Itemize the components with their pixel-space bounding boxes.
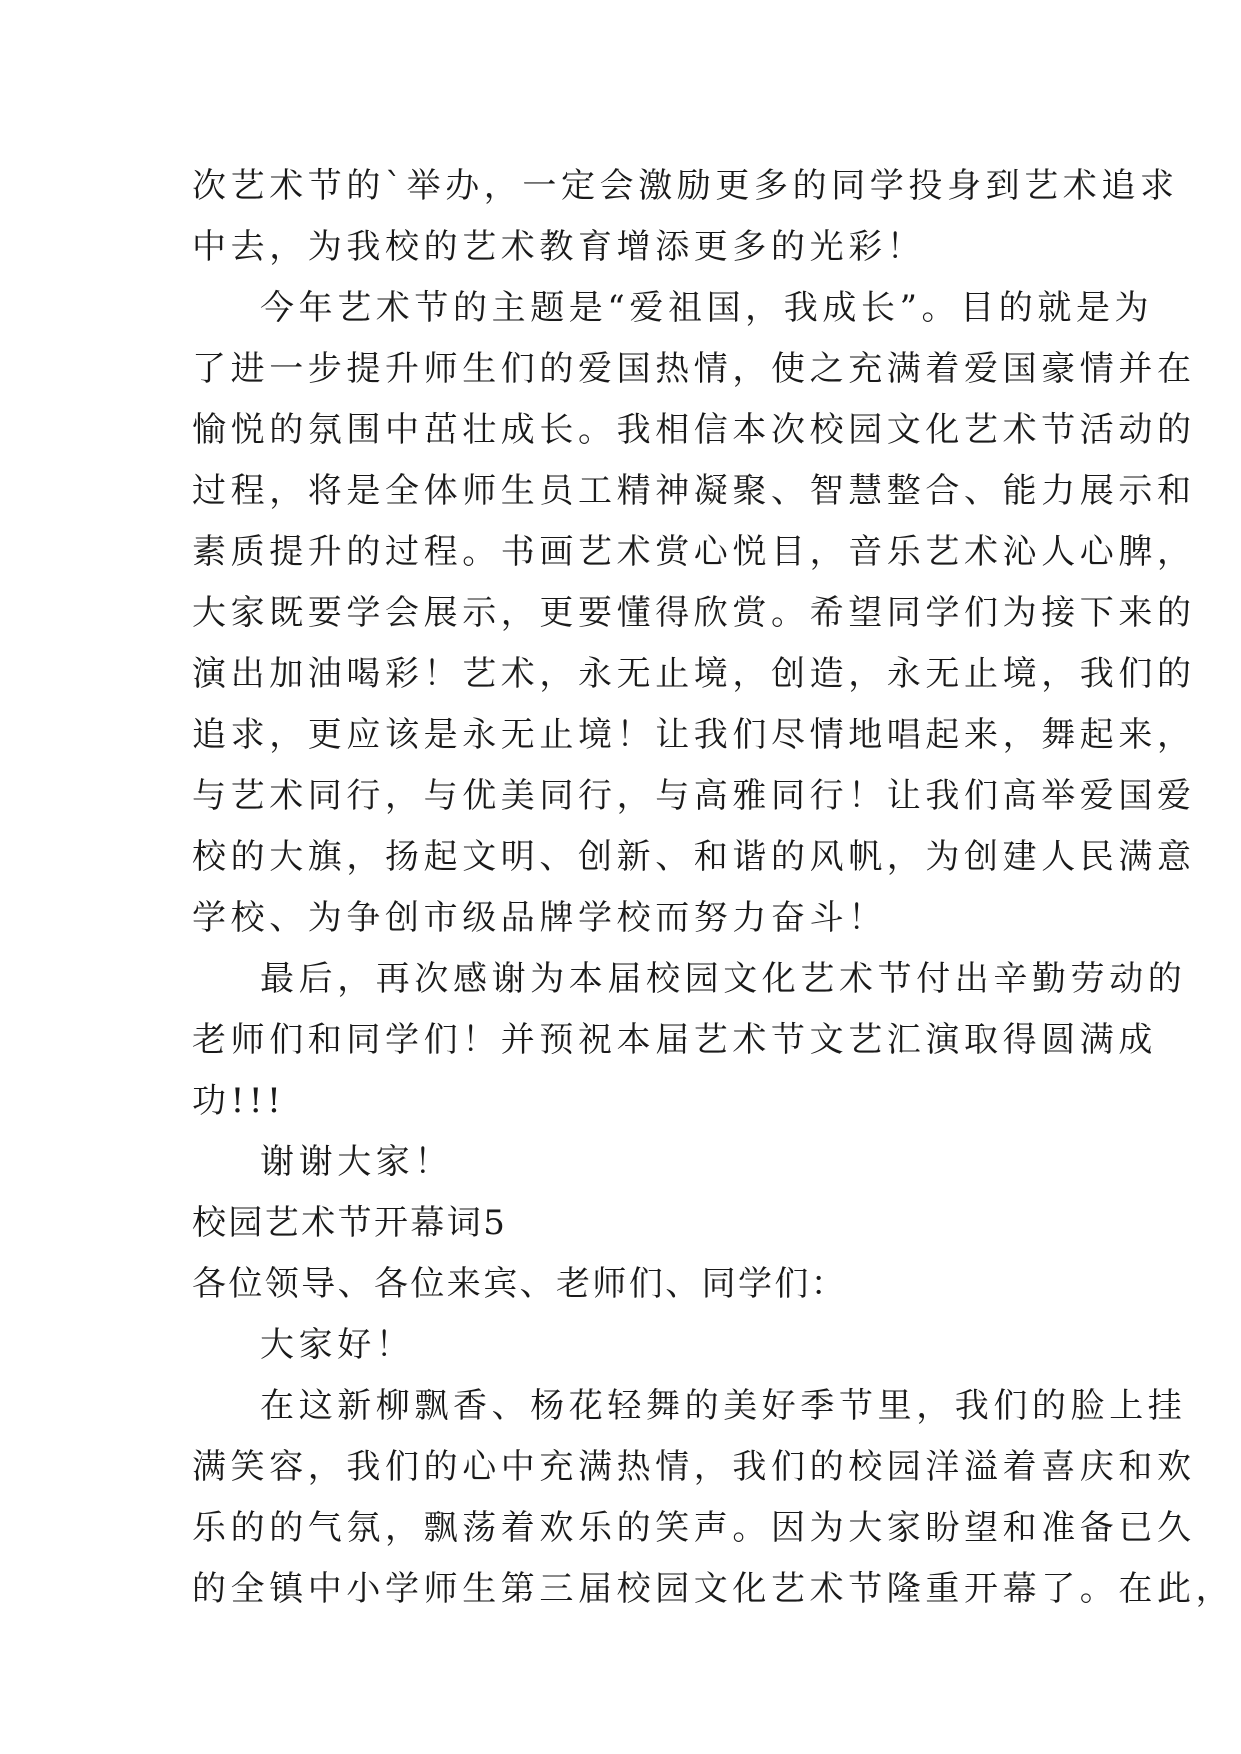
body-line-5: 愉悦的氛围中茁壮成长。我相信本次校园文化艺术节活动的 — [192, 410, 1196, 450]
paragraph-theme-line-1: 今年艺术节的主题是“爱祖国，我成长”。目的就是为 — [260, 288, 1154, 328]
paragraph-season-line-1: 在这新柳飘香、杨花轻舞的美好季节里，我们的脸上挂 — [260, 1386, 1187, 1426]
body-line-4: 了进一步提升师生们的爱国热情，使之充满着爱国豪情并在 — [192, 349, 1196, 389]
document-page — [192, 156, 1235, 1620]
closing-line: 谢谢大家！ — [260, 1142, 453, 1182]
body-line-1: 次艺术节的`举办，一定会激励更多的同学投身到艺术追求 — [192, 166, 1179, 206]
body-line-9: 演出加油喝彩！艺术，永无止境，创造，永无止境，我们的 — [192, 654, 1196, 694]
body-line-13: 学校、为争创市级品牌学校而努力奋斗！ — [192, 898, 887, 938]
greeting-line: 大家好！ — [260, 1325, 415, 1365]
body-line-10: 追求，更应该是永无止境！让我们尽情地唱起来，舞起来， — [192, 715, 1196, 755]
body-line-23: 乐的的气氛，飘荡着欢乐的笑声。因为大家盼望和准备已久 — [192, 1508, 1196, 1548]
body-line-7: 素质提升的过程。书画艺术赏心悦目，音乐艺术沁人心脾， — [192, 532, 1196, 572]
section-heading: 校园艺术节开幕词5 — [192, 1203, 508, 1243]
body-line-8: 大家既要学会展示，更要懂得欣赏。希望同学们为接下来的 — [192, 593, 1196, 633]
body-line-22: 满笑容，我们的心中充满热情，我们的校园洋溢着喜庆和欢 — [192, 1447, 1196, 1487]
body-line-12: 校的大旗，扬起文明、创新、和谐的风帆，为创建人民满意 — [192, 837, 1196, 877]
body-line-11: 与艺术同行，与优美同行，与高雅同行！让我们高举爱国爱 — [192, 776, 1196, 816]
salutation-line: 各位领导、各位来宾、老师们、同学们： — [192, 1264, 848, 1304]
body-line-24: 的全镇中小学师生第三届校园文化艺术节隆重开幕了。在此， — [192, 1569, 1235, 1609]
body-line-15: 老师们和同学们！并预祝本届艺术节文艺汇演取得圆满成 — [192, 1020, 1157, 1060]
body-line-6: 过程，将是全体师生员工精神凝聚、智慧整合、能力展示和 — [192, 471, 1196, 511]
paragraph-thanks-line-1: 最后，再次感谢为本届校园文化艺术节付出辛勤劳动的 — [260, 959, 1187, 999]
body-line-16: 功!!! — [192, 1081, 286, 1121]
body-line-2: 中去，为我校的艺术教育增添更多的光彩！ — [192, 227, 926, 267]
